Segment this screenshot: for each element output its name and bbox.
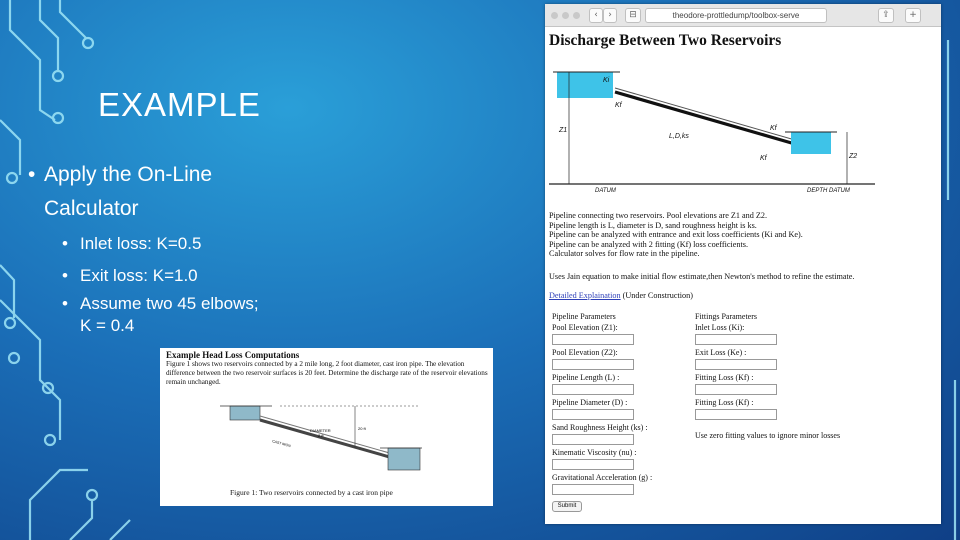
gravity-field-label: Gravitational Acceleration (g) : — [552, 473, 653, 482]
bullet-dot-icon: • — [62, 266, 68, 285]
bullet-level2 — [62, 293, 262, 337]
reservoir-diagram — [545, 62, 941, 212]
diameter-label: DIAMETER — [310, 428, 331, 433]
z2-input[interactable] — [552, 359, 634, 370]
diameter-input[interactable] — [552, 409, 634, 420]
k3-label: Kf — [770, 125, 777, 132]
window-zoom-icon[interactable] — [573, 12, 580, 19]
exit-loss-input[interactable] — [695, 359, 777, 370]
z2-field-label: Pool Elevation (Z2): — [552, 348, 618, 357]
gravity-input[interactable] — [552, 484, 634, 495]
description-line: Calculator solves for flow rate in the pipeline. — [549, 249, 700, 259]
fitting-loss-2-input[interactable] — [695, 409, 777, 420]
exit-loss-field-label: Exit Loss (Ke) : — [695, 348, 747, 357]
window-close-icon[interactable] — [551, 12, 558, 19]
fittings-params-header: Fittings Parameters — [695, 312, 757, 321]
bullet-dot-icon: • — [62, 234, 68, 253]
description-line: Pipeline can be analyzed with entrance and exit loss coefficients (Ki and Ke). — [549, 230, 803, 240]
browser-toolbar — [545, 4, 941, 27]
window-minimize-icon[interactable] — [562, 12, 569, 19]
length-field-label: Pipeline Length (L) : — [552, 373, 620, 382]
bullet-text: Assume two 45 elbows; K = 0.4 — [80, 294, 259, 335]
figure-description: Figure 1 shows two reservoirs connected by a 2 mile long, 2 foot diameter, cast iron pipe. The elevation difference between the two reservoir surfaces is 20 feet. Determine the discharge rate of the reservoir elevations remain unchanged. — [166, 360, 488, 386]
example-figure — [160, 348, 493, 506]
fitting-loss-1-input[interactable] — [695, 384, 777, 395]
fitting-loss-2-field-label: Fitting Loss (Kf) : — [695, 398, 754, 407]
tabs-button[interactable]: ⊟ — [625, 8, 641, 23]
figure-caption: Figure 1: Two reservoirs connected by a cast iron pipe — [230, 488, 393, 497]
inlet-loss-field-label: Inlet Loss (Ki): — [695, 323, 745, 332]
k2-label: Kf — [615, 102, 622, 109]
slide-title: EXAMPLE — [98, 86, 261, 123]
submit-button[interactable]: Submit — [552, 501, 582, 512]
viscosity-input[interactable] — [552, 459, 634, 470]
url-bar[interactable]: theodore-prottledump/toolbox-serve — [645, 8, 827, 23]
bullet-dot-icon: • — [62, 294, 68, 313]
viscosity-field-label: Kinematic Viscosity (nu) : — [552, 448, 637, 457]
description-block — [549, 211, 937, 259]
explanation-line — [549, 291, 937, 301]
bullet-level2 — [62, 228, 262, 260]
forward-button[interactable]: › — [603, 8, 617, 23]
description-line: Pipeline connecting two reservoirs. Pool elevations are Z1 and Z2. — [549, 211, 768, 220]
datum-left-label: DATUM — [595, 188, 616, 194]
bullet-text: Exit loss: K=1.0 — [80, 266, 198, 285]
datum-right-label: DEPTH DATUM — [807, 188, 850, 194]
pipe-params-label: L,D,ks — [669, 133, 689, 140]
k1-label: Ki — [603, 77, 610, 84]
z1-field-label: Pool Elevation (Z1): — [552, 323, 618, 332]
back-button[interactable]: ‹ — [589, 8, 603, 23]
length-input[interactable] — [552, 384, 634, 395]
inlet-loss-input[interactable] — [695, 334, 777, 345]
bullet-text: Inlet loss: K=0.5 — [80, 234, 202, 253]
description-line: Pipeline can be analyzed with 2 fitting (Kf) loss coefficients. — [549, 239, 749, 249]
figure-title: Example Head Loss Computations — [166, 350, 300, 360]
bullet-level2 — [62, 260, 262, 292]
diameter-value-label: 2 ft — [318, 433, 324, 438]
link-note: (Under Construction) — [622, 291, 693, 300]
diameter-field-label: Pipeline Diameter (D) : — [552, 398, 628, 407]
z1-input[interactable] — [552, 334, 634, 345]
z1-label: Z1 — [559, 127, 568, 134]
share-icon[interactable]: ⇪ — [878, 8, 894, 23]
new-tab-icon[interactable]: + — [905, 8, 921, 23]
roughness-input[interactable] — [552, 434, 634, 445]
fittings-note: Use zero fitting values to ignore minor losses — [695, 431, 841, 440]
browser-window — [545, 4, 941, 524]
z2-label: Z2 — [849, 153, 858, 160]
fitting-loss-1-field-label: Fitting Loss (Kf) : — [695, 373, 754, 382]
page-title: Discharge Between Two Reservoirs — [549, 32, 782, 49]
bullet-level1 — [28, 158, 268, 226]
elevation-diff-label: 20 ft — [358, 426, 366, 431]
bullet-text: Apply the On-Line Calculator — [44, 163, 213, 220]
reservoir-sketch — [160, 348, 493, 506]
description-line: Pipeline length is L, diameter is D, sand roughness height is ks. — [549, 220, 757, 230]
k4-label: Kf — [760, 155, 767, 162]
roughness-field-label: Sand Roughness Height (ks) : — [552, 423, 648, 432]
method-text: Uses Jain equation to make initial flow estimate,then Newton's method to refine the estimate. — [549, 272, 855, 281]
detailed-explanation-link[interactable]: Detailed Explaination — [549, 291, 621, 300]
bullet-dot-icon: • — [28, 163, 36, 186]
pipeline-params-header: Pipeline Parameters — [552, 312, 616, 321]
pipe-material-label: CAST IRON — [271, 439, 292, 449]
